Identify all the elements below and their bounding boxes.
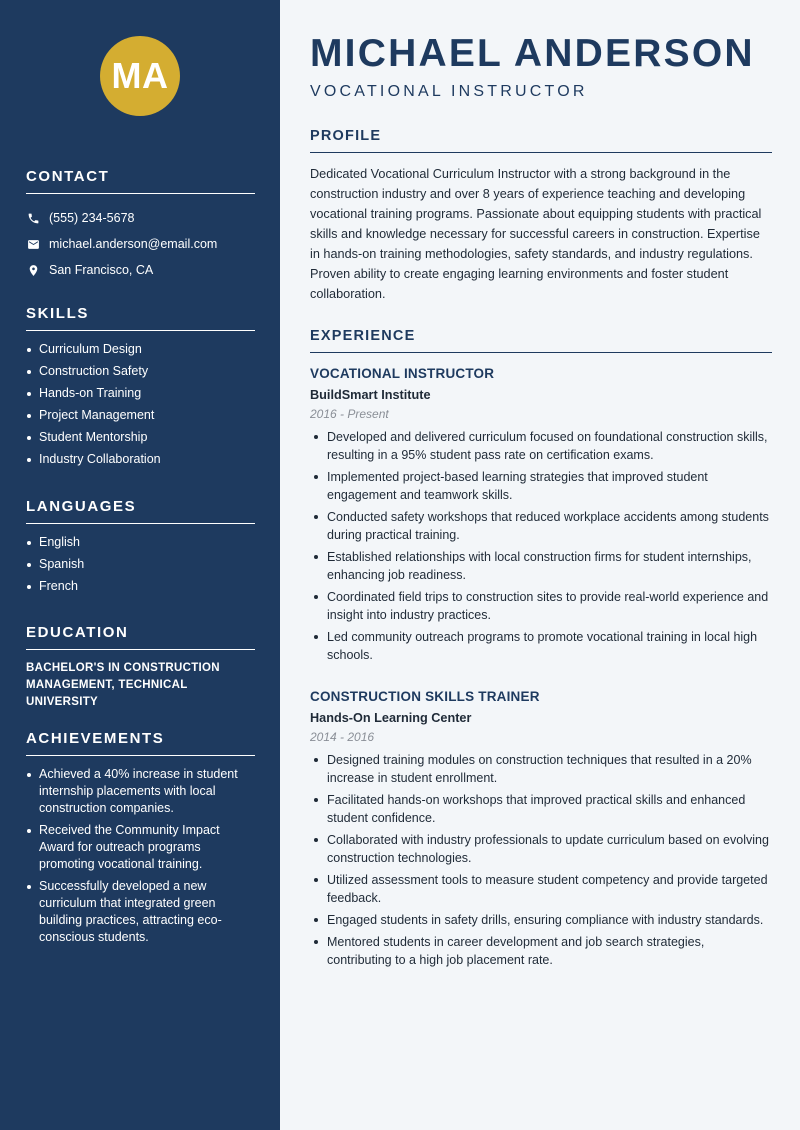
list-item: Mentored students in career development and job search strategies, contributing to a high job placement rate.	[310, 933, 772, 969]
job-dates: 2016 - Present	[310, 407, 389, 421]
job-bullets	[310, 751, 772, 969]
job-dates: 2014 - 2016	[310, 730, 375, 744]
contact-title: CONTACT	[26, 168, 255, 194]
list-item: Facilitated hands-on workshops that improved practical skills and enhanced student confidence.	[310, 791, 772, 827]
list-item: Curriculum Design	[26, 341, 255, 358]
location-text: San Francisco, CA	[49, 263, 154, 277]
education-title: EDUCATION	[26, 624, 255, 650]
list-item: Implemented project-based learning strategies that improved student engagement and teamwork skills.	[310, 468, 772, 504]
languages-list	[26, 534, 255, 595]
skills-list	[26, 341, 255, 468]
skills-title: SKILLS	[26, 305, 255, 331]
contact-phone	[26, 205, 255, 231]
avatar-initials: MA	[111, 55, 169, 96]
list-item: Project Management	[26, 407, 255, 424]
contact-email	[26, 231, 255, 257]
list-item: Conducted safety workshops that reduced workplace accidents among students during practical training.	[310, 508, 772, 544]
list-item: Engaged students in safety drills, ensuring compliance with industry standards.	[310, 911, 772, 929]
list-item: Led community outreach programs to promote vocational training in local high schools.	[310, 628, 772, 664]
list-item: Student Mentorship	[26, 429, 255, 446]
list-item: Collaborated with industry professionals to update curriculum based on evolving construction technologies.	[310, 831, 772, 867]
candidate-name: MICHAEL ANDERSON	[310, 32, 755, 75]
list-item: Successfully developed a new curriculum that integrated green building practices, attracting eco-conscious students.	[26, 878, 255, 946]
candidate-role: VOCATIONAL INSTRUCTOR	[310, 83, 588, 100]
phone-text: (555) 234-5678	[49, 211, 135, 225]
job-entry	[310, 689, 772, 973]
list-item: Established relationships with local construction firms for student internships, enhancing job readiness.	[310, 548, 772, 584]
profile-title: PROFILE	[310, 128, 772, 153]
job-bullets	[310, 428, 772, 664]
job-company: Hands-On Learning Center	[310, 711, 472, 725]
profile-text: Dedicated Vocational Curriculum Instructor with a strong background in the construction industry and over 8 years of experience teaching and developing vocational training programs. Passionate about equipping students with practical skills and knowledge necessary for successful careers in construction. Expertise in hands-on training methodologies, safety standards, and industry regulations. Proven ability to create engaging learning environments and foster student collaboration.	[310, 167, 762, 301]
contact-location	[26, 257, 255, 283]
phone-icon	[26, 211, 40, 225]
contact-section	[26, 168, 255, 283]
education-degree: BACHELOR'S IN CONSTRUCTION MANAGEMENT, TECHNICAL UNIVERSITY	[26, 662, 220, 708]
list-item: Spanish	[26, 556, 255, 573]
achievements-title: ACHIEVEMENTS	[26, 730, 255, 756]
list-item: Utilized assessment tools to measure student competency and provide targeted feedback.	[310, 871, 772, 907]
skills-section	[26, 305, 255, 473]
list-item: Industry Collaboration	[26, 451, 255, 468]
list-item: Hands-on Training	[26, 385, 255, 402]
experience-section	[310, 328, 772, 353]
job-title: VOCATIONAL INSTRUCTOR	[310, 366, 495, 381]
sidebar	[0, 0, 280, 1130]
achievements-section	[26, 730, 255, 951]
languages-section	[26, 498, 255, 600]
list-item: Received the Community Impact Award for outreach programs promoting vocational training.	[26, 822, 255, 873]
profile-section	[310, 128, 772, 304]
mail-icon	[26, 237, 40, 251]
job-title: CONSTRUCTION SKILLS TRAINER	[310, 689, 540, 704]
list-item: French	[26, 578, 255, 595]
job-entry	[310, 366, 772, 668]
experience-title: EXPERIENCE	[310, 328, 772, 353]
avatar	[100, 36, 180, 116]
list-item: Coordinated field trips to construction sites to provide real-world experience and insight into industry practices.	[310, 588, 772, 624]
list-item: Achieved a 40% increase in student internship placements with local construction companies.	[26, 766, 255, 817]
list-item: Construction Safety	[26, 363, 255, 380]
achievements-list	[26, 766, 255, 946]
languages-title: LANGUAGES	[26, 498, 255, 524]
list-item: Designed training modules on construction techniques that resulted in a 20% increase in student enrollment.	[310, 751, 772, 787]
location-pin-icon	[26, 263, 40, 277]
education-section	[26, 624, 255, 711]
job-company: BuildSmart Institute	[310, 388, 431, 402]
list-item: English	[26, 534, 255, 551]
list-item: Developed and delivered curriculum focused on foundational construction skills, resulting in a 95% student pass rate on certification exams.	[310, 428, 772, 464]
contact-list	[26, 205, 255, 283]
email-text: michael.anderson@email.com	[49, 237, 218, 251]
